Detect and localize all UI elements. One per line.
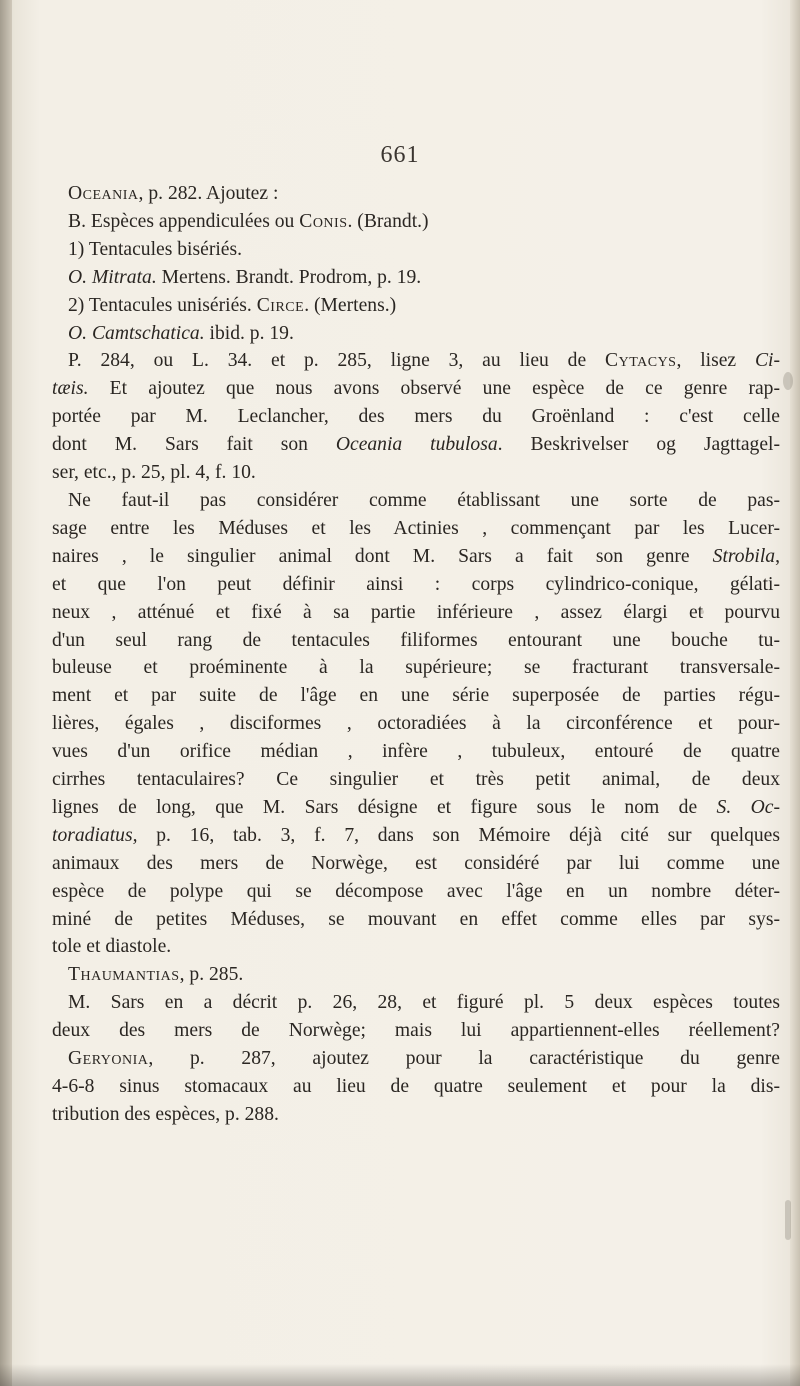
text-line: deux des mers de Norwège; mais lui appartiennent-elles réellement? [52, 1020, 780, 1042]
text-line: 1) Tentacules bisériés. [68, 238, 243, 260]
entry-thaumantias: Thaumantias, p. 285. [68, 964, 244, 986]
book-spine-shadow [0, 0, 12, 1386]
paper-speck [700, 610, 704, 614]
entry-cytacys: P. 284, ou L. 34. et p. 285, ligne 3, au lieu de Cytacys, lisez Ci- [68, 350, 780, 372]
species-name: Oceania tubulosa [335, 434, 498, 456]
text-line: M. Sars en a décrit p. 26, 28, et figuré pl. 5 deux espèces toutes [68, 992, 780, 1014]
species-name: O. Camtschatica. [68, 322, 205, 344]
paper-speck [783, 372, 793, 390]
entry-oceania: Oceania, p. 282. Ajoutez : [68, 183, 279, 204]
text-line: lières, égales , disciformes , octoradiées à la circonférence et pour- [52, 713, 780, 735]
text-line: tæis. Et ajoutez que nous avons observé une espèce de ce genre rap- [52, 378, 780, 400]
text-line: B. Espèces appendiculées ou Conis. (Brandt.) [68, 210, 429, 232]
text-line: 2) Tentacules unisériés. Circe. (Mertens.) [68, 294, 397, 316]
text-line: d'un seul rang de tentacules filiformes entourant une bouche tu- [52, 629, 780, 651]
text-line: cirrhes tentaculaires? Ce singulier et très petit animal, de deux [52, 769, 780, 791]
text-line: 4-6-8 sinus stomacaux au lieu de quatre seulement et pour la dis- [52, 1076, 780, 1097]
paper-speck [785, 1200, 791, 1240]
genus-name: Conis [299, 210, 348, 232]
species-line: O. Mitrata. Mertens. Brandt. Prodrom, p. 19. [68, 266, 422, 288]
text-line: lignes de long, que M. Sars désigne et figure sous le nom de S. Oc- [52, 796, 780, 818]
text-line: naires , le singulier animal dont M. Sars a fait son genre Strobila, [52, 545, 780, 567]
page-edge [790, 0, 800, 1386]
species-name: S. Oc- [716, 796, 780, 818]
text-line: vues d'un orifice médian , infère , tubuleux, entouré de quatre [52, 741, 780, 763]
text-line: ser, etc., p. 25, pl. 4, f. 10. [52, 462, 256, 484]
species-name: O. Mitrata. [68, 266, 157, 288]
genus-name: Strobila [712, 545, 776, 567]
text-line: animaux des mers de Norwège, est considéré par lui comme une [52, 852, 780, 874]
text-line: sage entre les Méduses et les Actinies , commençant par les Lucer- [52, 517, 780, 539]
entry-geryonia: Geryonia, p. 287, ajoutez pour la caractéristique du genre [68, 1048, 780, 1070]
genus-name: Cytacys [605, 350, 677, 372]
species-line: O. Camtschatica. ibid. p. 19. [68, 322, 294, 344]
text-line: tribution des espèces, p. 288. [52, 1103, 279, 1125]
genus-name: Thaumantias [68, 964, 180, 986]
page-bottom-shadow [0, 1364, 800, 1386]
text-line: espèce de polype qui se décompose avec l'âge en un nombre déter- [52, 880, 780, 902]
text-line: buleuse et proéminente à la supérieure; se fracturant transversale- [52, 657, 780, 679]
text-line: miné de petites Méduses, se mouvant en effet comme elles par sys- [52, 908, 780, 930]
page-number: 661 [380, 142, 420, 168]
text-line: dont M. Sars fait son Oceania tubulosa. Beskrivelser og Jagttagel- [52, 434, 780, 456]
text-line: tole et diastole. [52, 936, 172, 958]
genus-name: Oceania [68, 183, 139, 204]
text-line: neux , atténué et fixé à sa partie inférieure , assez élargi et pourvu [52, 601, 780, 623]
text-line: toradiatus, p. 16, tab. 3, f. 7, dans son Mémoire déjà cité sur quelques [52, 824, 780, 846]
page-body [52, 180, 780, 1129]
species-name: toradiatus, [52, 824, 138, 846]
text-line: ment et par suite de l'âge en une série superposée de parties régu- [52, 685, 780, 707]
text-line: et que l'on peut définir ainsi : corps cylindrico-conique, gélati- [52, 573, 780, 595]
paragraph-strobila: Ne faut-il pas considérer comme établissant une sorte de pas- [68, 489, 780, 511]
text-line: portée par M. Leclancher, des mers du Groënland : c'est celle [52, 406, 780, 428]
genus-name: Circe [256, 294, 305, 316]
genus-name: Geryonia [68, 1048, 149, 1070]
